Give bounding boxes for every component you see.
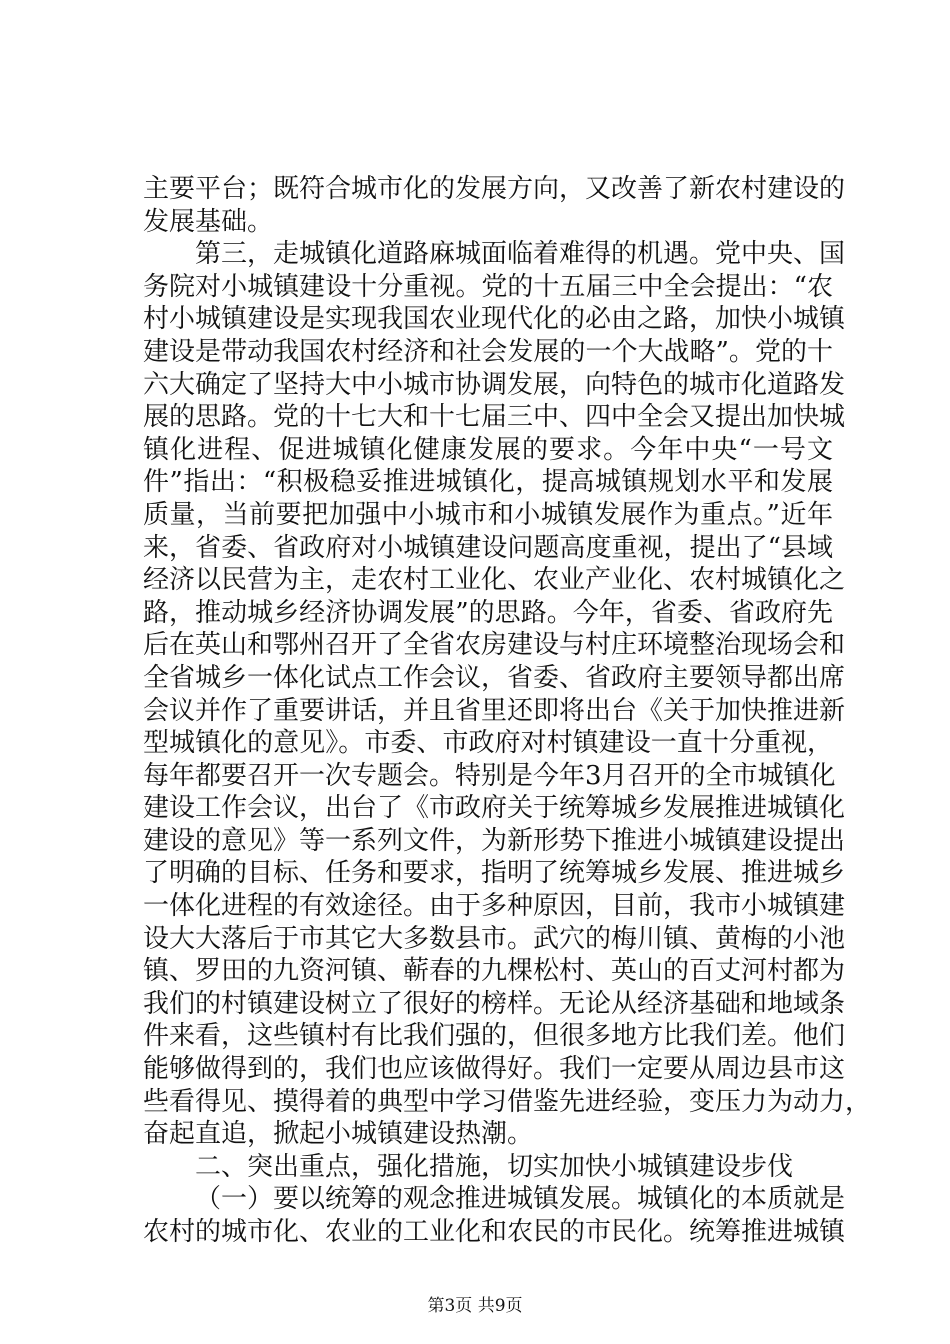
text-line: 一体化进程的有效途径。由于多种原因，目前，我市小城镇建	[143, 891, 846, 922]
text-line: 来，省委、省政府对小城镇建设问题高度重视，提出了“县域	[143, 532, 833, 563]
text-line: 建设工作会议，出台了《市政府关于统筹城乡发展推进城镇化	[143, 793, 846, 824]
text-line: 设大大落后于市其它大多数县市。武穴的梅川镇、黄梅的小池	[143, 923, 846, 954]
text-line: 些看得见、摸得着的典型中学习借鉴先进经验，变压力为动力，	[143, 1086, 872, 1117]
text-line: 全省城乡一体化试点工作会议，省委、省政府主要领导都出席	[143, 662, 846, 693]
text-line: 型城镇化的意见》。市委、市政府对村镇建设一直十分重视，	[143, 728, 833, 759]
text-line: 主要平台；既符合城市化的发展方向，又改善了新农村建设的	[143, 174, 846, 204]
text-line: 了明确的目标、任务和要求，指明了统筹城乡发展、推进城乡	[143, 858, 846, 889]
text-line: 建设的意见》等一系列文件，为新形势下推进小城镇建设提出	[143, 825, 846, 856]
text-line: 展的思路。党的十七大和十七届三中、四中全会又提出加快城	[143, 402, 846, 433]
text-line: 我们的村镇建设树立了很好的榜样。无论从经济基础和地域条	[143, 988, 846, 1019]
page-footer: 第3页 共9页	[427, 1296, 523, 1316]
text-line: 经济以民营为主，走农村工业化、农业产业化、农村城镇化之	[143, 565, 846, 596]
text-line: 每年都要召开一次专题会。特别是今年3月召开的全市城镇化	[143, 760, 836, 791]
text-line: 农村的城市化、农业的工业化和农民的市民化。统筹推进城镇	[143, 1217, 846, 1247]
text-line: 六大确定了坚持大中小城市协调发展，向特色的城市化道路发	[143, 369, 846, 400]
text-line: 务院对小城镇建设十分重视。党的十五届三中全会提出：“农	[143, 271, 833, 302]
text-line: 二、突出重点，强化措施，切实加快小城镇建设步伐	[195, 1151, 794, 1182]
text-line: 建设是带动我国农村经济和社会发展的一个大战略”。党的十	[143, 336, 833, 367]
body-text	[143, 173, 872, 1249]
text-line: 后在英山和鄂州召开了全省农房建设与村庄环境整治现场会和	[143, 630, 846, 661]
text-line: 会议并作了重要讲话，并且省里还即将出台《关于加快推进新	[143, 695, 846, 726]
text-line: 镇化进程、促进城镇化健康发展的要求。今年中央“一号文	[143, 434, 833, 465]
text-line: 件来看，这些镇村有比我们强的，但很多地方比我们差。他们	[143, 1021, 846, 1052]
text-line: 第三，走城镇化道路麻城面临着难得的机遇。党中央、国	[195, 239, 846, 270]
text-line: 村小城镇建设是实现我国农业现代化的必由之路，加快小城镇	[143, 304, 846, 335]
text-line: 路，推动城乡经济协调发展”的思路。今年，省委、省政府先	[143, 597, 833, 628]
text-line: 奋起直追，掀起小城镇建设热潮。	[143, 1119, 534, 1150]
text-line: 能够做得到的，我们也应该做得好。我们一定要从周边县市这	[143, 1054, 846, 1085]
text-line: 质量，当前要把加强中小城市和小城镇发展作为重点。”近年	[143, 499, 833, 530]
text-line: （一）要以统筹的观念推进城镇发展。城镇化的本质就是	[195, 1184, 846, 1215]
text-line: 件”指出：“积极稳妥推进城镇化，提高城镇规划水平和发展	[143, 467, 833, 498]
text-line: 镇、罗田的九资河镇、蕲春的九棵松村、英山的百丈河村都为	[143, 956, 846, 987]
text-line: 发展基础。	[143, 206, 274, 237]
